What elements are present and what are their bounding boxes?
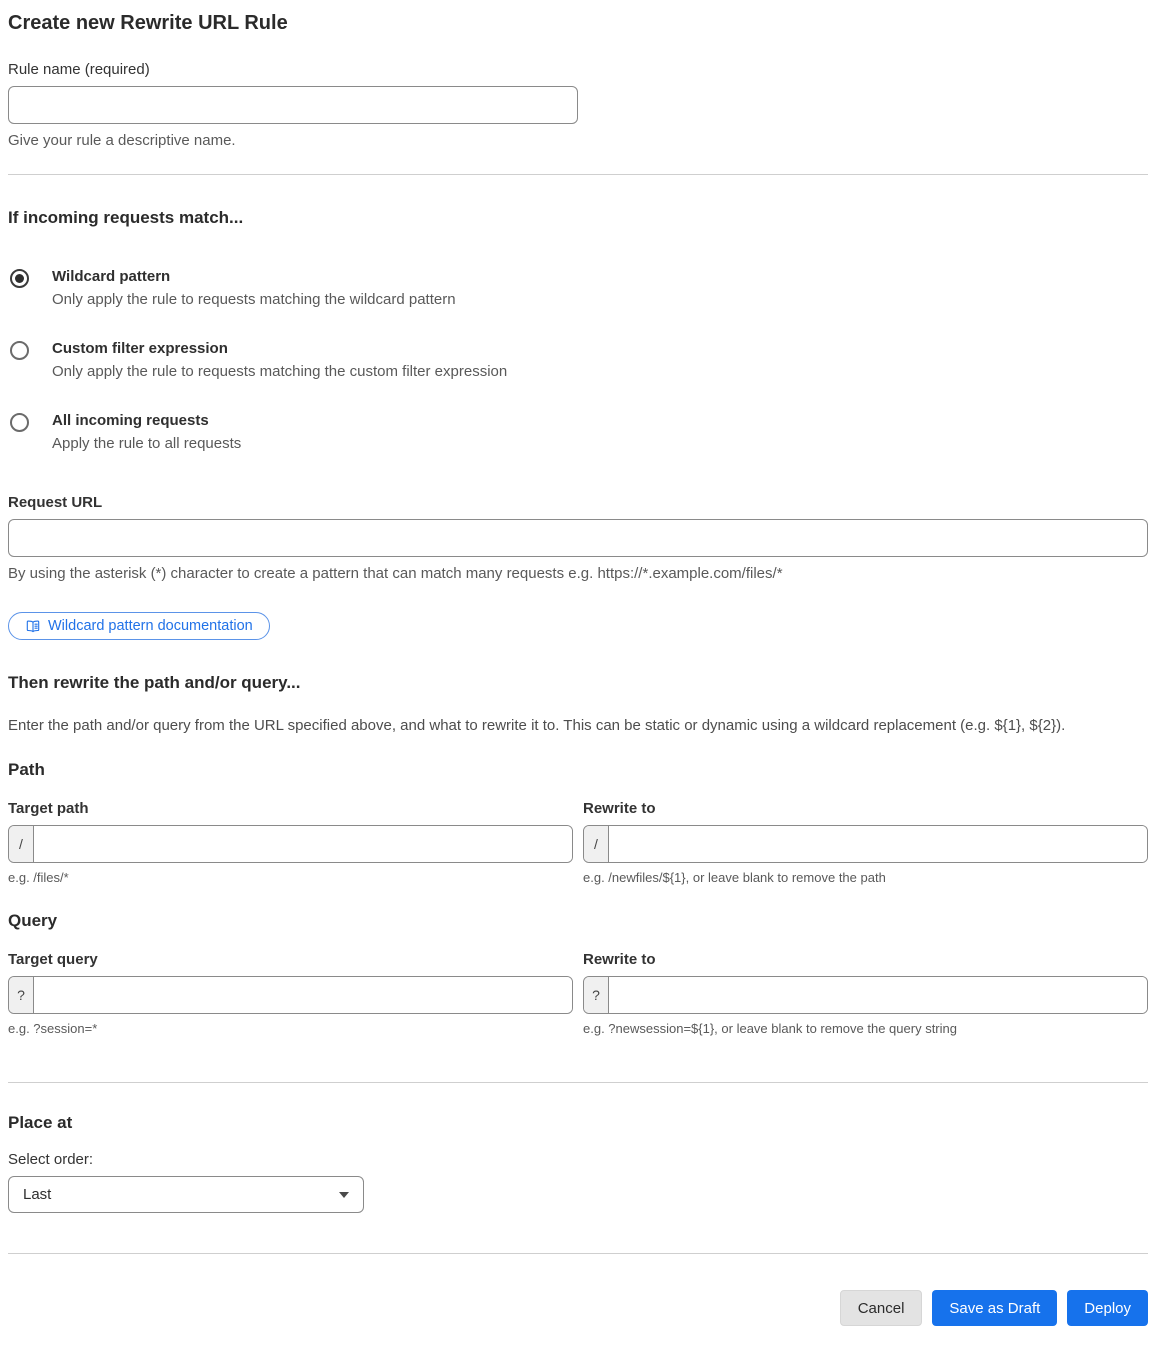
radio-option-all-requests[interactable]	[8, 412, 1148, 452]
cancel-button[interactable]: Cancel	[840, 1290, 923, 1326]
request-url-section	[8, 494, 1148, 640]
rewrite-query-label: Rewrite to	[583, 951, 656, 968]
rewrite-query-input[interactable]	[609, 977, 1147, 1013]
footer-divider	[8, 1253, 1148, 1254]
rule-name-input[interactable]	[8, 86, 578, 124]
rewrite-section-heading: Then rewrite the path and/or query...	[8, 673, 301, 692]
query-row	[8, 951, 1148, 1036]
rewrite-query-field	[583, 951, 1148, 1036]
open-book-icon	[25, 619, 41, 634]
query-prefix-addon: ?	[9, 977, 34, 1013]
request-url-helper: By using the asterisk (*) character to create a pattern that can match many requests e.g. https://*.example.com/files/*	[8, 565, 783, 582]
radio-option-description: Only apply the rule to requests matching the custom filter expression	[52, 363, 508, 380]
rewrite-query-helper: e.g. ?newsession=${1}, or leave blank to remove the query string	[583, 1021, 957, 1036]
radio-option-custom-filter[interactable]	[8, 340, 1148, 380]
order-select[interactable]	[8, 1176, 364, 1213]
target-query-field	[8, 951, 573, 1036]
request-url-input[interactable]	[8, 519, 1148, 557]
section-divider	[8, 1082, 1148, 1083]
radio-option-wildcard-pattern[interactable]	[8, 268, 1148, 308]
query-prefix-addon: ?	[584, 977, 609, 1013]
radio-option-label: All incoming requests	[52, 412, 209, 429]
place-at-section	[8, 1113, 1148, 1213]
select-order-label: Select order:	[8, 1151, 94, 1168]
path-row	[8, 800, 1148, 885]
radio-option-description: Apply the rule to all requests	[52, 435, 242, 452]
radio-option-description: Only apply the rule to requests matching the wildcard pattern	[52, 291, 456, 308]
radio-option-label: Custom filter expression	[52, 340, 228, 357]
rule-name-helper: Give your rule a descriptive name.	[8, 132, 236, 149]
deploy-button[interactable]: Deploy	[1067, 1290, 1148, 1326]
target-query-input[interactable]	[34, 977, 572, 1013]
rewrite-path-label: Rewrite to	[583, 800, 656, 817]
path-prefix-addon: /	[584, 826, 609, 862]
all-requests-radio[interactable]	[10, 413, 29, 432]
request-url-label: Request URL	[8, 494, 103, 511]
place-at-heading: Place at	[8, 1113, 73, 1132]
order-select-value: Last	[23, 1186, 52, 1203]
target-query-label: Target query	[8, 951, 98, 968]
target-path-input[interactable]	[34, 826, 572, 862]
footer-actions	[8, 1290, 1148, 1326]
rule-name-label: Rule name (required)	[8, 61, 150, 78]
radio-option-label: Wildcard pattern	[52, 268, 171, 285]
match-options-group	[8, 268, 1148, 452]
target-query-helper: e.g. ?session=*	[8, 1021, 98, 1036]
target-path-field	[8, 800, 573, 885]
save-as-draft-button[interactable]: Save as Draft	[932, 1290, 1057, 1326]
query-heading: Query	[8, 911, 58, 930]
target-path-helper: e.g. /files/*	[8, 870, 69, 885]
wildcard-docs-button-label: Wildcard pattern documentation	[48, 618, 253, 634]
wildcard-pattern-radio[interactable]	[10, 269, 29, 288]
match-section-heading: If incoming requests match...	[8, 208, 244, 227]
section-divider	[8, 174, 1148, 175]
chevron-down-icon	[339, 1192, 349, 1198]
target-path-label: Target path	[8, 800, 89, 817]
wildcard-docs-button[interactable]	[8, 612, 270, 640]
rewrite-section-description: Enter the path and/or query from the URL specified above, and what to rewrite it to. This can be static or dynamic using a wildcard replacement (e.g. ${1}, ${2}).	[8, 717, 1066, 734]
rule-name-section	[8, 61, 1148, 149]
rewrite-path-field	[583, 800, 1148, 885]
rewrite-path-helper: e.g. /newfiles/${1}, or leave blank to remove the path	[583, 870, 886, 885]
custom-filter-radio[interactable]	[10, 341, 29, 360]
path-heading: Path	[8, 760, 45, 779]
page-title: Create new Rewrite URL Rule	[8, 12, 288, 34]
path-prefix-addon: /	[9, 826, 34, 862]
rewrite-path-input[interactable]	[609, 826, 1147, 862]
